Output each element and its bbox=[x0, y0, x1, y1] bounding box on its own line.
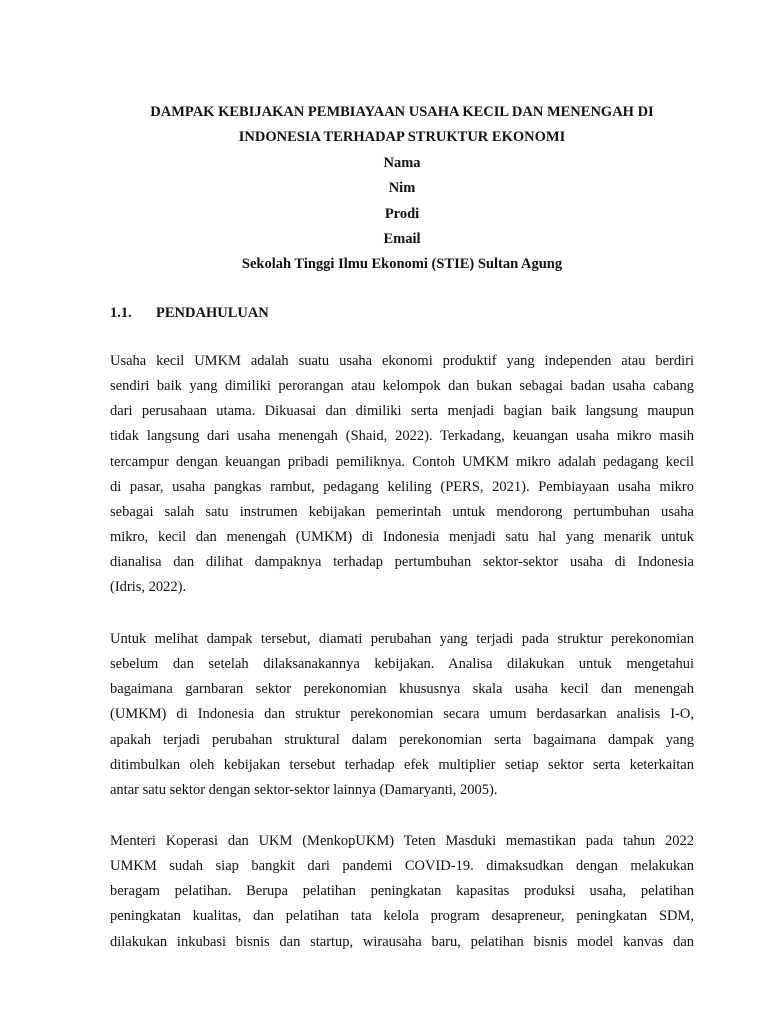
paragraph-line: UMKM sudah siap bangkit dari pandemi COVID-19. dimaksudkan dengan melakukan bbox=[110, 858, 694, 875]
paragraph-line: antar satu sektor dengan sektor-sektor lainnya (Damaryanti, 2005). bbox=[110, 781, 498, 798]
section-number: 1.1. bbox=[110, 305, 132, 321]
paragraph-line: dianalisa dan dilihat dampaknya terhadap pertumbuhan sektor-sektor usaha di Indonesia bbox=[110, 554, 694, 571]
paragraph-line: bagaimana garnbaran sektor perekonomian khususnya skala usaha kecil dan menengah bbox=[110, 681, 694, 698]
paragraph-3 bbox=[110, 829, 694, 955]
paragraph-line: Menteri Koperasi dan UKM (MenkopUKM) Teten Masduki memastikan pada tahun 2022 bbox=[110, 833, 694, 849]
paragraph-line: (Idris, 2022). bbox=[110, 579, 187, 596]
title-block bbox=[110, 100, 694, 278]
paragraph-line: dilakukan inkubasi bisnis dan startup, wirausaha baru, pelatihan bisnis model kanvas dan bbox=[110, 933, 694, 950]
paragraph-line: Usaha kecil UMKM adalah suatu usaha ekonomi produktif yang independen atau berdiri bbox=[110, 353, 694, 369]
paragraph-line: sendiri baik yang dimiliki perorangan atau kelompok dan bukan sebagai badan usaha cabang bbox=[110, 378, 694, 395]
paragraph-line: ditimbulkan oleh kebijakan tersebut terhadap efek multiplier setiap sektor serta keterkaitan bbox=[110, 756, 694, 773]
paragraph-line: (UMKM) di Indonesia dan struktur perekonomian secara umum berdasarkan analisis I-O, bbox=[110, 706, 694, 723]
paragraph-line: tercampur dengan keuangan pribadi pemiliknya. Contoh UMKM mikro adalah pedagang kecil bbox=[110, 453, 694, 470]
paragraph-line: Untuk melihat dampak tersebut, diamati perubahan yang terjadi pada struktur perekonomian bbox=[110, 631, 694, 647]
author-email: Email bbox=[383, 231, 421, 248]
paragraph-1 bbox=[110, 349, 694, 600]
paragraph-line: apakah terjadi perubahan struktural dalam perekonomian serta bagaimana dampak yang bbox=[110, 731, 694, 748]
paragraph-line: sebagai salah satu instrumen kebijakan pemerintah untuk mendorong pertumbuhan usaha bbox=[110, 503, 694, 520]
section-heading bbox=[110, 303, 269, 323]
paragraph-line: sebelum dan setelah dilaksanakannya kebijakan. Analisa dilakukan untuk mengetahui bbox=[110, 656, 694, 673]
institution: Sekolah Tinggi Ilmu Ekonomi (STIE) Sultan Agung bbox=[241, 256, 563, 273]
title-line-1: DAMPAK KEBIJAKAN PEMBIAYAAN USAHA KECIL DAN MENENGAH DI bbox=[150, 104, 654, 120]
paragraph-line: mikro, kecil dan menengah (UMKM) di Indonesia menjadi satu hal yang menarik untuk bbox=[110, 528, 694, 545]
paragraph-2 bbox=[110, 627, 694, 803]
paragraph-line: beragam pelatihan. Berupa pelatihan peningkatan kapasitas produksi usaha, pelatihan bbox=[110, 883, 694, 900]
paragraph-line: peningkatan kualitas, dan pelatihan tata kelola program desapreneur, peningkatan SDM, bbox=[110, 908, 694, 925]
paragraph-line: di pasar, usaha pangkas rambut, pedagang keliling (PERS, 2021). Pembiayaan usaha mikro bbox=[110, 478, 694, 495]
author-name: Nama bbox=[383, 154, 421, 171]
paragraph-line: tidak langsung dari usaha menengah (Shaid, 2022). Terkadang, keuangan usaha mikro masih bbox=[110, 428, 694, 445]
author-nim: Nim bbox=[388, 180, 416, 197]
title-line-2: INDONESIA TERHADAP STRUKTUR EKONOMI bbox=[238, 129, 566, 146]
author-prodi: Prodi bbox=[384, 205, 420, 222]
section-title: PENDAHULUAN bbox=[156, 305, 269, 321]
paragraph-line: dari perusahaan utama. Dikuasai dan dimiliki serta menjadi bagian baik langsung maupun bbox=[110, 403, 694, 420]
